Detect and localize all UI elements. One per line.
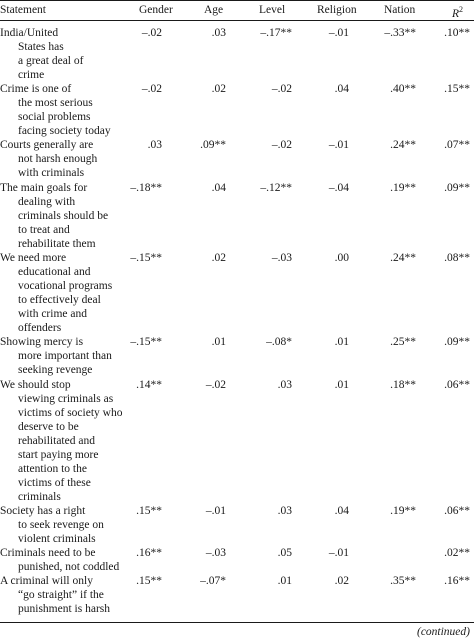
level-cell: –.02 (271, 139, 292, 151)
level-cell: .05 (277, 547, 292, 559)
statement-line: to seek revenge on (18, 519, 104, 531)
statement-line: a great deal of (18, 55, 84, 67)
statement-line: with crime and (18, 308, 87, 320)
statement-line: A criminal will only (0, 575, 93, 587)
age-cell: –.03 (205, 547, 226, 559)
statement-line: criminals should be (18, 210, 109, 222)
continued-note: (continued) (416, 626, 470, 638)
nation-cell: .18** (390, 379, 416, 391)
statement-line: attention to the (18, 463, 87, 475)
age-cell: .09** (200, 139, 226, 151)
statement-line: “go straight” if the (18, 589, 104, 601)
statement-cell (0, 251, 112, 335)
statement-line: violent criminals (18, 533, 96, 545)
statement-line: Showing mercy is (0, 336, 84, 348)
gender-cell: .14** (136, 379, 162, 391)
statement-line: facing society today (18, 125, 111, 137)
level-cell: .03 (277, 505, 292, 517)
age-cell: .04 (211, 182, 226, 194)
level-cell: .01 (277, 575, 292, 587)
age-cell: –.07* (200, 575, 226, 587)
religion-cell: –.04 (328, 182, 349, 194)
r2-cell: .06** (444, 505, 470, 517)
statement-cell (0, 378, 122, 504)
header-r-squared-base: R (452, 7, 460, 20)
gender-cell: –.15** (130, 252, 162, 264)
bottom-rule (0, 622, 474, 623)
nation-cell: .24** (390, 252, 416, 264)
statement-cell (0, 26, 83, 82)
religion-cell: .02 (334, 575, 349, 587)
statement-line: States has (18, 41, 64, 53)
gender-cell: .15** (136, 575, 162, 587)
nation-cell: .19** (390, 182, 416, 194)
statement-line: the most serious (18, 97, 93, 109)
nation-cell: .19** (390, 505, 416, 517)
statement-line: victims of these (18, 477, 91, 489)
statement-line: We should stop (0, 379, 71, 391)
gender-cell: –.18** (130, 182, 162, 194)
level-cell: –.03 (271, 252, 292, 264)
statement-line: The main goals for (0, 182, 88, 194)
religion-cell: –.01 (328, 27, 349, 39)
gender-cell: .15** (136, 505, 162, 517)
statement-line: viewing criminals as (18, 393, 114, 405)
level-cell: .03 (277, 379, 292, 391)
gender-cell: –.02 (141, 27, 162, 39)
age-cell: .03 (211, 27, 226, 39)
statement-line: seeking revenge (18, 364, 93, 376)
statement-line: Criminals need to be (0, 547, 96, 559)
statement-line: educational and (18, 266, 91, 278)
statement-line: crime (18, 69, 45, 81)
religion-cell: .01 (334, 336, 349, 348)
r2-cell: .09** (444, 336, 470, 348)
gender-cell: –.02 (141, 83, 162, 95)
statement-line: rehabilitate them (18, 238, 96, 250)
statement-line: to treat and (18, 224, 70, 236)
statement-cell (0, 574, 110, 616)
statement-line: not harsh enough (18, 153, 98, 165)
header-level: Level (259, 4, 286, 16)
statement-line: to effectively deal (18, 294, 101, 306)
header-religion: Religion (317, 4, 357, 16)
statement-line: punishment is harsh (18, 603, 110, 615)
statement-line: deserve to be (18, 421, 79, 433)
header-gender: Gender (139, 4, 173, 16)
level-cell: –.12** (260, 182, 292, 194)
age-cell: .02 (211, 252, 226, 264)
statement-line: We need more (0, 252, 67, 264)
religion-cell: .04 (334, 83, 349, 95)
statement-line: more important than (18, 350, 112, 362)
header-nation: Nation (384, 4, 416, 16)
header-statement: Statement (0, 4, 46, 16)
gender-cell: .16** (136, 547, 162, 559)
r2-cell: .06** (444, 379, 470, 391)
r2-cell: .02** (444, 547, 470, 559)
gender-cell: –.15** (130, 336, 162, 348)
header-rule (0, 20, 474, 21)
nation-cell: .40** (390, 83, 416, 95)
statement-cell (0, 138, 97, 180)
age-cell: –.02 (205, 379, 226, 391)
statement-line: Courts generally are (0, 139, 94, 151)
statement-line: Crime is one of (0, 83, 72, 95)
r2-cell: .10** (444, 27, 470, 39)
statement-line: vocational programs (18, 280, 113, 292)
header-r-squared (452, 3, 463, 21)
statement-cell (0, 82, 111, 138)
statement-line: Society has a right (0, 505, 86, 517)
statement-line: punished, not coddled (18, 561, 120, 573)
nation-cell: .35** (390, 575, 416, 587)
statement-cell (0, 335, 112, 377)
statement-line: dealing with (18, 196, 76, 208)
statement-cell (0, 181, 108, 251)
statement-line: start paying more (18, 449, 99, 461)
header-age: Age (204, 4, 224, 16)
gender-cell: .03 (147, 139, 162, 151)
top-rule (0, 0, 474, 1)
level-cell: –.02 (271, 83, 292, 95)
level-cell: –.17** (260, 27, 292, 39)
religion-cell: .01 (334, 379, 349, 391)
statement-line: with criminals (18, 167, 85, 179)
statement-line: India/United (0, 27, 59, 39)
statement-cell (0, 546, 119, 574)
age-cell: –.01 (205, 505, 226, 517)
nation-cell: –.33** (384, 27, 416, 39)
statement-cell (0, 504, 104, 546)
statement-line: rehabilitated and (18, 435, 95, 447)
statement-line: offenders (18, 322, 62, 334)
age-cell: .01 (211, 336, 226, 348)
header-r-squared-sup: 2 (459, 5, 464, 14)
level-cell: –.08* (266, 336, 292, 348)
r2-cell: .08** (444, 252, 470, 264)
statement-line: criminals (18, 491, 61, 503)
r2-cell: .15** (444, 83, 470, 95)
religion-cell: .04 (334, 505, 349, 517)
statement-line: victims of society who (18, 407, 123, 419)
religion-cell: .00 (334, 252, 349, 264)
statement-line: social problems (18, 111, 91, 123)
nation-cell: .25** (390, 336, 416, 348)
r2-cell: .09** (444, 182, 470, 194)
religion-cell: –.01 (328, 547, 349, 559)
age-cell: .02 (211, 83, 226, 95)
r2-cell: .07** (444, 139, 470, 151)
nation-cell: .24** (390, 139, 416, 151)
r2-cell: .16** (444, 575, 470, 587)
religion-cell: –.01 (328, 139, 349, 151)
